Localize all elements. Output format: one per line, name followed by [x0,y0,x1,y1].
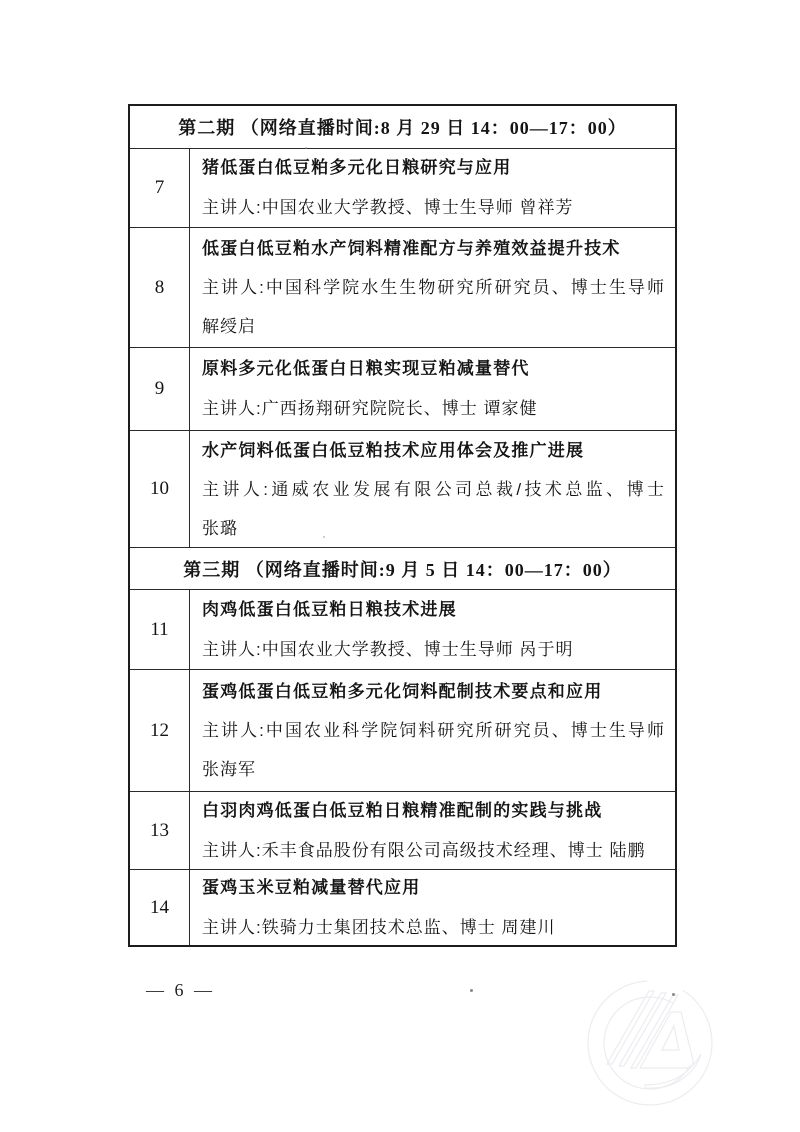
lecture-speaker: 主讲人:中国农业大学教授、博士生导师 呙于明 [202,639,574,659]
scan-speck [323,536,325,538]
row-number: 8 [130,228,190,347]
row-number: 12 [130,670,190,791]
lecture-speaker: 主讲人:中国农业大学教授、博士生导师 曾祥芳 [202,198,574,217]
row-number: 7 [130,149,190,227]
lecture-title: 蛋鸡玉米豆粕减量替代应用 [202,877,421,897]
row-content [190,348,675,430]
row-number: 14 [130,870,190,945]
table-row [130,347,675,430]
row-number: 9 [130,348,190,430]
section-header-period3 [130,547,675,589]
row-content [190,670,675,791]
row-content [190,590,675,669]
scan-speck [305,147,307,149]
row-content [190,431,675,547]
row-content [190,149,675,227]
section-header-text: 第二期 （网络直播时间:8 月 29 日 14：00—17：00） [178,118,627,138]
table-row [130,430,675,547]
row-content [190,228,675,347]
lecture-speaker: 主讲人:通威农业发展有限公司总裁/技术总监、博士 [202,479,665,499]
row-content [190,792,675,869]
table-row [130,669,675,791]
page-number: — 6 — [146,980,215,1000]
scan-speck [672,993,675,996]
section-header-period2 [130,106,675,148]
lecture-speaker: 主讲人:中国科学院水生生物研究所研究员、博士生导师 [202,278,665,297]
lecture-speaker: 主讲人:中国农业科学院饲料研究所研究员、博士生导师 [202,721,665,740]
lecture-speaker-name: 张璐 [202,518,238,538]
section-header-text: 第三期 （网络直播时间:9 月 5 日 14：00—17：00） [183,559,622,580]
table-row [130,869,675,945]
table-row [130,148,675,227]
table-row [130,791,675,869]
lecture-title: 水产饲料低蛋白低豆粕技术应用体会及推广进展 [202,440,585,460]
lecture-title: 低蛋白低豆粕水产饲料精准配方与养殖效益提升技术 [202,239,621,258]
lecture-title: 原料多元化低蛋白日粮实现豆粕减量替代 [202,359,530,378]
feed-association-logo-icon [583,977,717,1111]
lecture-speaker: 主讲人:禾丰食品股份有限公司高级技术经理、博士 陆鹏 [202,840,646,860]
lecture-speaker-name: 张海军 [202,760,256,779]
table-row [130,589,675,669]
lecture-speaker: 主讲人:铁骑力士集团技术总监、博士 周建川 [202,917,556,937]
row-number: 10 [130,431,190,547]
lecture-title: 白羽肉鸡低蛋白低豆粕日粮精准配制的实践与挑战 [202,800,603,820]
lecture-title: 蛋鸡低蛋白低豆粕多元化饲料配制技术要点和应用 [202,682,603,701]
table-row [130,227,675,347]
scan-speck [470,989,473,992]
lecture-title: 肉鸡低蛋白低豆粕日粮技术进展 [202,599,457,619]
lecture-speaker: 主讲人:广西扬翔研究院院长、博士 谭家健 [202,399,538,418]
lecture-speaker-name: 解绶启 [202,317,256,336]
lecture-schedule-table [128,104,677,947]
lecture-title: 猪低蛋白低豆粕多元化日粮研究与应用 [202,158,512,177]
row-number: 13 [130,792,190,869]
row-number: 11 [130,590,190,669]
row-content [190,870,675,945]
